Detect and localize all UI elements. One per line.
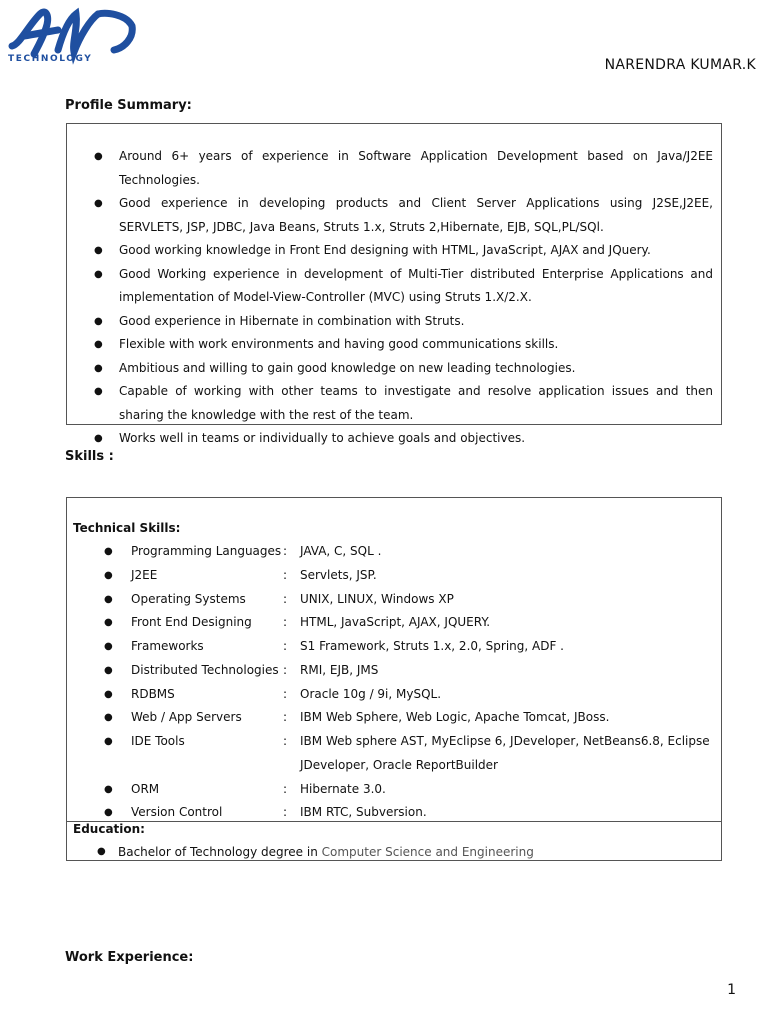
- page-number: 1: [727, 982, 736, 998]
- skill-row: ● J2EE : Servlets, JSP.: [67, 564, 721, 588]
- bullet-icon: ●: [94, 268, 103, 280]
- skill-row: ● Front End Designing : HTML, JavaScript, AJAX, JQUERY.: [67, 611, 721, 635]
- list-item: ● Flexible with work environments and having good communications skills.: [67, 333, 721, 357]
- bullet-icon: ●: [94, 433, 103, 444]
- bullet-icon: ●: [104, 688, 113, 700]
- company-logo: [6, 6, 136, 68]
- education-title: Education:: [73, 822, 145, 836]
- skills-heading: Skills :: [65, 449, 114, 464]
- skill-row: ● Distributed Technologies : RMI, EJB, JMS: [67, 659, 721, 683]
- work-experience-heading: Work Experience:: [65, 950, 194, 965]
- profile-summary-box: [66, 123, 722, 445]
- skill-row: ● Frameworks : S1 Framework, Struts 1.x, 2.0, Spring, ADF .: [67, 635, 721, 659]
- bullet-icon: ●: [104, 664, 113, 676]
- bullet-icon: ●: [104, 807, 113, 819]
- skill-row: ● Operating Systems : UNIX, LINUX, Windows XP: [67, 588, 721, 612]
- bullet-icon: ●: [97, 846, 106, 857]
- skill-row: ● ORM : Hibernate 3.0.: [67, 778, 721, 802]
- bullet-icon: ●: [104, 593, 113, 605]
- bullet-icon: ●: [104, 712, 113, 724]
- logo-text: TECHNOLOGY: [8, 54, 93, 64]
- bullet-icon: ●: [104, 736, 113, 747]
- candidate-name: NARENDRA KUMAR.K: [604, 57, 756, 73]
- bullet-icon: ●: [94, 151, 103, 162]
- bullet-icon: ●: [94, 339, 103, 350]
- education-box: [66, 821, 722, 861]
- bullet-icon: ●: [94, 362, 103, 374]
- list-item: ● Good experience in developing products and Client Server Applications using J2SE,J2EE, SERVLETS, JSP, JDBC, Java Beans, Struts 1.x, Struts 2,Hibernate, EJB, SQL,PL/SQl.: [67, 192, 721, 239]
- bullet-icon: ●: [104, 783, 113, 795]
- profile-list: [67, 145, 721, 451]
- bullet-icon: ●: [104, 641, 113, 652]
- list-item: ● Ambitious and willing to gain good knowledge on new leading technologies.: [67, 357, 721, 381]
- bullet-icon: ●: [104, 617, 113, 629]
- bullet-icon: ●: [94, 245, 103, 256]
- list-item: ● Capable of working with other teams to investigate and resolve application issues and then sharing the knowledge with the rest of the team.: [67, 380, 721, 427]
- skills-list: [67, 540, 721, 825]
- skill-row: ● Version Control : IBM RTC, Subversion.: [67, 801, 721, 825]
- list-item: ● Good working knowledge in Front End designing with HTML, JavaScript, AJAX and JQuery.: [67, 239, 721, 263]
- list-item: ● Good Working experience in development of Multi-Tier distributed Enterprise Applications and implementation of Model-View-Controller (MVC) using Struts 1.X/2.X.: [67, 263, 721, 310]
- education-item: Bachelor of Technology degree in Computer Science and Engineering: [118, 845, 534, 859]
- skills-box: [66, 497, 722, 822]
- skill-row: ● RDBMS : Oracle 10g / 9i, MySQL.: [67, 683, 721, 707]
- bullet-icon: ●: [94, 198, 103, 209]
- skill-row: ● IDE Tools : IBM Web sphere AST, MyEclipse 6, JDeveloper, NetBeans6.8, Eclipse JDeveloper, Oracle ReportBuilder: [67, 730, 721, 778]
- list-item: ● Works well in teams or individually to achieve goals and objectives.: [67, 427, 721, 451]
- technical-skills-title: Technical Skills:: [73, 521, 181, 535]
- list-item: ● Good experience in Hibernate in combination with Struts.: [67, 310, 721, 334]
- profile-summary-heading: Profile Summary:: [65, 98, 192, 113]
- bullet-icon: ●: [94, 315, 103, 327]
- skill-row: ● Web / App Servers : IBM Web Sphere, Web Logic, Apache Tomcat, JBoss.: [67, 706, 721, 730]
- bullet-icon: ●: [104, 546, 113, 557]
- bullet-icon: ●: [104, 569, 113, 581]
- bullet-icon: ●: [94, 386, 103, 397]
- skill-row: ● Programming Languages : JAVA, C, SQL .: [67, 540, 721, 564]
- list-item: ● Around 6+ years of experience in Software Application Development based on Java/J2EE Technologies.: [67, 145, 721, 192]
